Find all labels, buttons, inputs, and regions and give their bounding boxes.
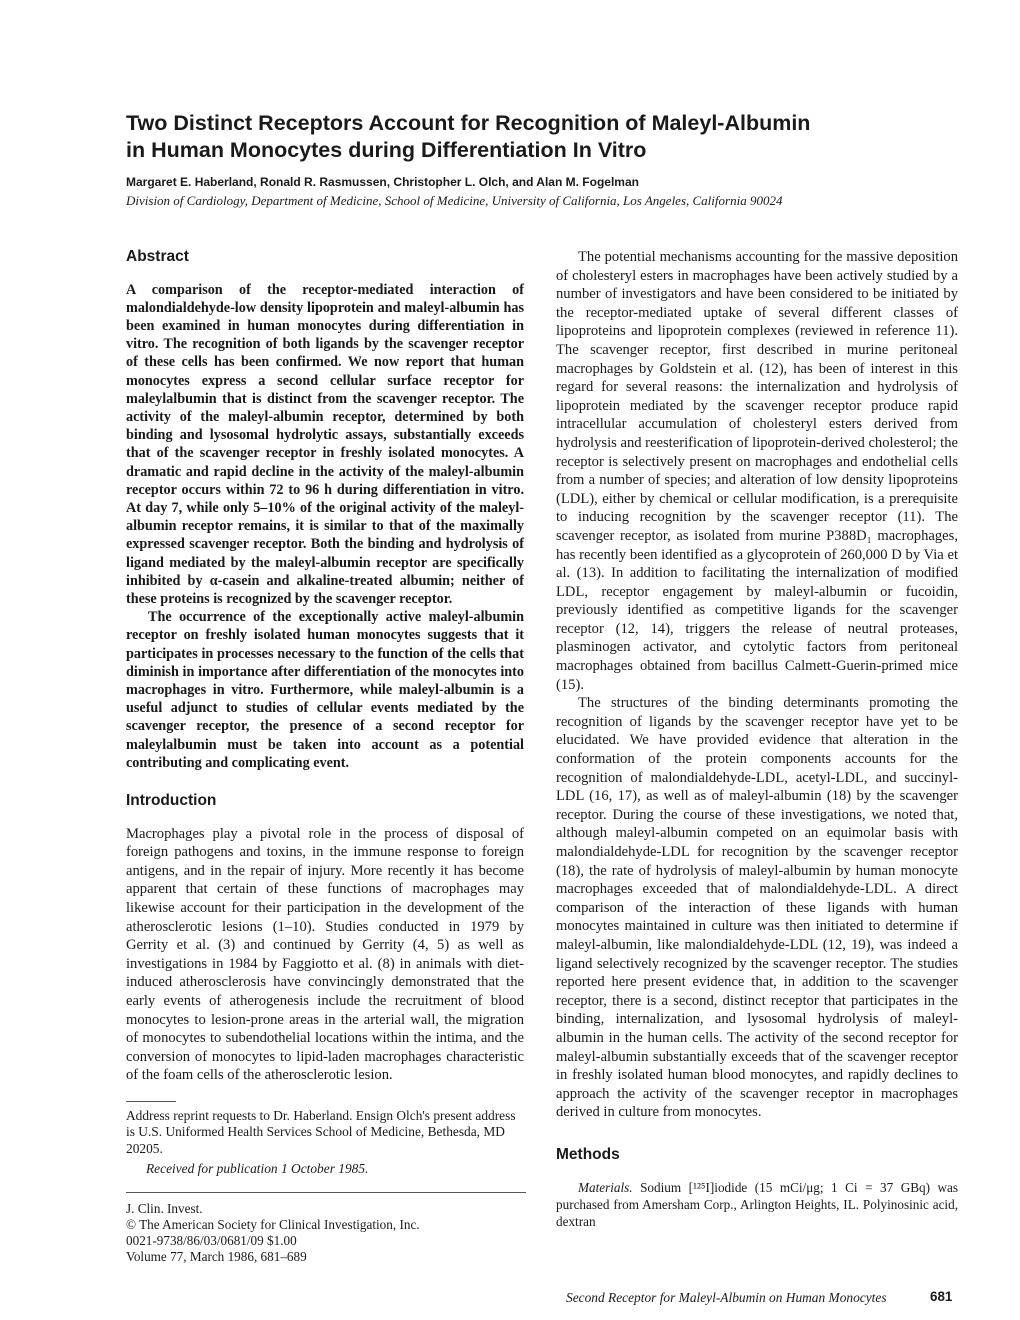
running-footer: Second Receptor for Maleyl-Albumin on Human Monocytes bbox=[566, 1290, 887, 1305]
abstract-paragraph: A comparison of the receptor-mediated interaction of malondialdehyde-low density lipoprotein and maleyl-albumin has been examined in human monocytes during differentiation in vitro. The recognition of both ligands by the scavenger receptor of these cells has been confirmed. We now report that human monocytes express a second cellular surface receptor for maleylalbumin that is distinct from the scavenger receptor. The activity of the maleyl-albumin receptor, determined by both binding and lysosomal hydrolytic assays, substantially exceeds that of the scavenger receptor in freshly isolated monocytes. A dramatic and rapid decline in the activity of the maleyl-albumin receptor occurs within 72 to 96 h during differentiation in vitro. At day 7, while only 5–10% of the original activity of the maleyl-albumin receptor remains, it is similar to that of the maximally expressed scavenger receptor. Both the binding and hydrolysis of ligand mediated by the maleyl-albumin receptor are specifically inhibited by α-casein and alkaline-treated albumin; neither of these proteins is recognized by the scavenger receptor. bbox=[126, 281, 524, 608]
abstract-heading: Abstract bbox=[126, 248, 189, 265]
footnote-rule bbox=[126, 1101, 176, 1102]
volume-line: Volume 77, March 1986, 681–689 bbox=[126, 1248, 307, 1264]
introduction-section bbox=[126, 792, 524, 1085]
page-number: 681 bbox=[930, 1289, 953, 1304]
left-column bbox=[126, 248, 524, 1265]
received-date: Received for publication 1 October 1985. bbox=[146, 1161, 369, 1177]
journal-name: J. Clin. Invest. bbox=[126, 1200, 203, 1216]
author-list: Margaret E. Haberland, Ronald R. Rasmussen, Christopher L. Olch, and Alan M. Fogelman bbox=[126, 175, 639, 189]
issn-line: 0021-9738/86/03/0681/09 $1.00 bbox=[126, 1232, 297, 1248]
footnote bbox=[126, 1108, 524, 1178]
materials-paragraph bbox=[556, 1179, 958, 1230]
article-title bbox=[126, 110, 926, 164]
body-paragraph: The potential mechanisms accounting for the massive deposition of cholesteryl esters in macrophages have been actively studied by a number of investigators and have been considered to be initiated by the receptor-mediated uptake of several different classes of lipoproteins and lipoprotein complexes (reviewed in reference 11). The scavenger receptor, first described in murine peritoneal macrophages by Goldstein et al. (12), has been of interest in this regard for several reasons: the internalization and hydrolysis of lipoprotein mediated by the scavenger receptor produce rapid intracellular accumulation of cholesteryl esters derived from hydrolysis and reesterification of lipoprotein-derived cholesterol; the receptor is selectively present on macrophages and endothelial cells from a number of species; and alteration of low density lipoproteins (LDL), either by chemical or cellular modification, is a prerequisite to inducing recognition by the scavenger receptor (11). The scavenger receptor, as isolated from murine P388D₁ macrophages, has recently been identified as a glycoprotein of 260,000 D by Via et al. (13). In addition to facilitating the internalization of modified LDL, receptor engagement by maleyl-albumin or fucoidin, previously identified as competitive ligands for the scavenger receptor (12, 14), triggers the release of neutral proteases, plasminogen activator, and cytolytic factors from peritoneal macrophages obtained from bacillus Calmett-Guerin-primed mice (15). bbox=[556, 249, 959, 693]
introduction-heading: Introduction bbox=[126, 792, 217, 810]
copyright-line: © The American Society for Clinical Investigation, Inc. bbox=[126, 1216, 420, 1232]
materials-text: Sodium [¹²⁵I]iodide (15 mCi/μg; 1 Ci = 37 GBq) was purchased from Amersham Corp., Arlington Heights, IL. Polyinosinic acid, dextran bbox=[556, 1179, 958, 1229]
abstract-paragraph: The occurrence of the exceptionally active maleyl-albumin receptor on freshly isolated human monocytes suggests that it participates in processes necessary to the function of the cells that diminish in importance after differentiation of the monocytes into macrophages in vitro. Furthermore, while maleyl-albumin is a useful adjunct to studies of cellular events mediated by the scavenger receptor, the presence of a second receptor for maleylalbumin must be taken into account as a potential contributing and complicating event. bbox=[126, 609, 524, 771]
body-paragraph: The structures of the binding determinants promoting the recognition of ligands by the scavenger receptor have yet to be elucidated. We have provided evidence that alteration in the conformation of the protein components accounts for the recognition of malondialdehyde-LDL, acetyl-LDL, and succinyl-LDL (16, 17), as well as of maleyl-albumin (18) by the scavenger receptor. During the course of these investigations, we noted that, although maleyl-albumin competed on an equimolar basis with malondialdehyde-LDL for recognition by the scavenger receptor (18), the rate of hydrolysis of maleyl-albumin by human monocyte macrophages exceeded that of malondialdehyde-LDL. A direct comparison of the interaction of these ligands with human monocytes maintained in culture was then initiated to determine if maleyl-albumin, like malondialdehyde-LDL (12, 19), was indeed a ligand selectively recognized by the scavenger receptor. The studies reported here present evidence that, in addition to the scavenger receptor, there is a second, distinct receptor that participates in the binding, internalization, and lysosomal hydrolysis of maleyl-albumin in the human cells. The activity of the second receptor for maleyl-albumin substantially exceeds that of the scavenger receptor in freshly isolated human blood monocytes, and rapidly declines to approach the activity of the scavenger receptor in macrophages derived in culture from monocytes. bbox=[556, 695, 958, 1121]
right-column bbox=[556, 248, 958, 1230]
affiliation: Division of Cardiology, Department of Medicine, School of Medicine, University of California, Los Angeles, California 90024 bbox=[126, 193, 783, 208]
journal-info-rule bbox=[126, 1192, 526, 1193]
footnote-address: Address reprint requests to Dr. Haberland. Ensign Olch's present address is U.S. Uniformed Health Services School of Medicine, Bethesda, MD 20205. bbox=[126, 1107, 516, 1156]
introduction-paragraph: Macrophages play a pivotal role in the process of disposal of foreign pathogens and toxins, in the immune response to foreign antigens, and in the repair of injury. More recently it has become apparent that certain of these functions of macrophages may likewise account for their participation in the development of the atherosclerotic lesions (1–10). Studies conducted in 1979 by Gerrity et al. (3) and continued by Gerrity (4, 5) as well as investigations in 1984 by Faggiotto et al. (8) in animals with diet-induced atherosclerosis have convincingly demonstrated that the early events of atherogenesis include the recruitment of blood monocytes to lesion-prone areas in the arterial wall, the migration of monocytes to subendothelial locations within the intima, and the conversion of monocytes to lipid-laden macrophages characteristic of the foam cells of the atherosclerotic lesion. bbox=[126, 825, 524, 1084]
methods-heading: Methods bbox=[556, 1145, 620, 1163]
title-line: Two Distinct Receptors Account for Recognition of Maleyl-Albumin bbox=[126, 111, 811, 135]
materials-label: Materials. bbox=[578, 1179, 633, 1195]
title-line: in Human Monocytes during Differentiation In Vitro bbox=[126, 138, 647, 162]
journal-info bbox=[126, 1201, 524, 1265]
abstract-section bbox=[126, 248, 524, 772]
